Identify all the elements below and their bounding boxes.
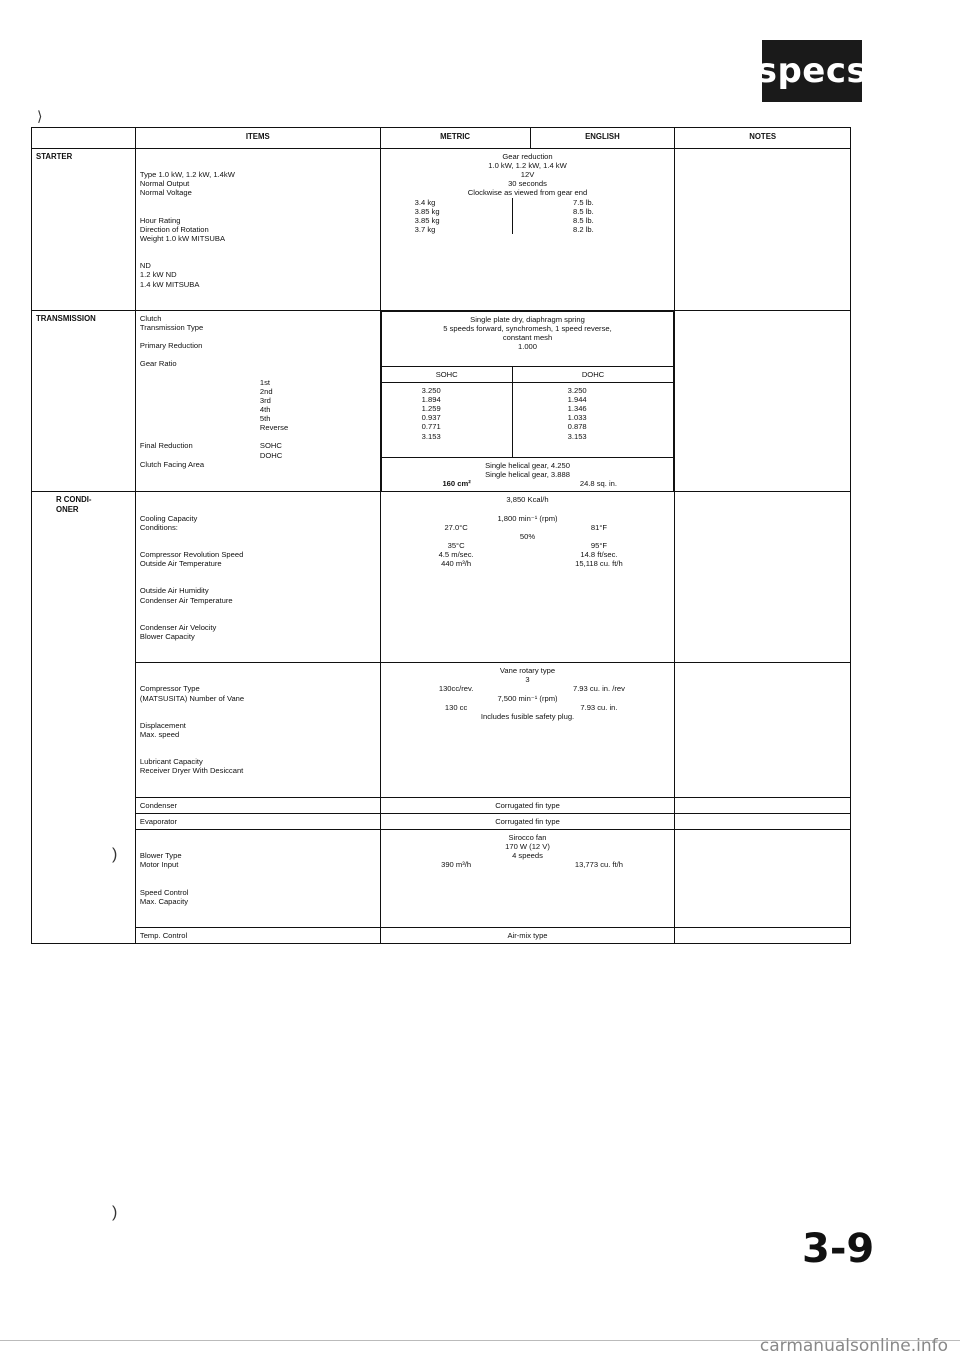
header-metric: METRIC (380, 128, 530, 149)
ac-blower-items: Blower Type Motor Input Speed Control Max. Capacity (135, 830, 380, 928)
transmission-values: Single plate dry, diaphragm spring 5 speeds forward, synchromesh, 1 speed reverse, constant mesh 1.000 SOHC DOHC 3.250 1.894 1.259 0.937 0.771 3.153 3.250 1.944 1.346 1.033 0.878 3.153 Single helical gear, 4.250 Single helical gear, 3.888 160 cm² 24.8 sq. in. (380, 310, 675, 491)
ac-blower-values: Sirocco fan 170 W (12 V) 4 speeds 390 m³/h 13,773 cu. ft/h (380, 830, 675, 928)
evaporator-value: Corrugated fin type (380, 813, 675, 829)
header-items: ITEMS (135, 128, 380, 149)
specs-badge: specs (762, 40, 862, 102)
ac-cooling-values: 3,850 Kcal/h 1,800 min⁻¹ (rpm) 27.0°C 81°F 50% 35°C 95°F 4.5 m/sec. 14.8 ft/sec. 440 m³/h 15,118 cu. ft/h (380, 492, 675, 663)
ac-condenser-row (32, 797, 851, 813)
transmission-section: TRANSMISSION (32, 310, 136, 491)
starter-section: STARTER (32, 149, 136, 311)
blower-notes (675, 830, 851, 928)
starter-items: Type 1.0 kW, 1.2 kW, 1.4kW Normal Output Normal Voltage Hour Rating Direction of Rotation Weight 1.0 kW MITSUBA ND 1.2 kW ND 1.4 kW MITSUBA (135, 149, 380, 311)
evaporator-notes (675, 813, 851, 829)
evaporator-label: Evaporator (135, 813, 380, 829)
margin-mark: ) (112, 846, 118, 863)
temp-control-value: Air-mix type (380, 928, 675, 944)
condenser-value: Corrugated fin type (380, 797, 675, 813)
ac-cooling-row (32, 492, 851, 663)
temp-control-label: Temp. Control (135, 928, 380, 944)
ac-compressor-items: Compressor Type (MATSUSITA) Number of Vane Displacement Max. speed Lubricant Capacity Receiver Dryer With Desiccant (135, 663, 380, 798)
ac-cooling-notes (675, 492, 851, 663)
ac-temp-row (32, 928, 851, 944)
transmission-notes (675, 310, 851, 491)
ac-compressor-values: Vane rotary type 3 130cc/rev. 7.93 cu. in. /rev 7,500 min⁻¹ (rpm) 130 cc 7.93 cu. in. Includes fusible safety plug. (380, 663, 675, 798)
page-number: 3-9 (802, 1226, 875, 1272)
starter-values: Gear reduction 1.0 kW, 1.2 kW, 1.4 kW 12V 30 seconds Clockwise as viewed from gear end 3.4 kg 3.85 kg 3.85 kg 3.7 kg 7.5 lb. 8.5 lb. 8.5 lb. 8.2 lb. (380, 149, 675, 311)
transmission-row (32, 310, 851, 491)
ac-evaporator-row (32, 813, 851, 829)
header-blank (32, 128, 136, 149)
condenser-notes (675, 797, 851, 813)
condenser-label: Condenser (135, 797, 380, 813)
header-english: ENGLISH (530, 128, 675, 149)
ac-cooling-items: Cooling Capacity Conditions: Compressor Revolution Speed Outside Air Temperature Outside Air Humidity Condenser Air Temperature Condenser Air Velocity Blower Capacity (135, 492, 380, 663)
header-row (32, 128, 851, 149)
ac-blower-row (32, 830, 851, 928)
transmission-items: Clutch Transmission Type Primary Reduction Gear Ratio 1st 2nd 3rd 4th 5th Reverse Final Reduction SOHC DOHC Clutch Facing Area (135, 310, 380, 491)
watermark: carmanualsonline.info (759, 1336, 948, 1356)
ac-compressor-notes (675, 663, 851, 798)
temp-control-notes (675, 928, 851, 944)
starter-row (32, 149, 851, 311)
margin-mark: ) (112, 1204, 118, 1221)
starter-notes (675, 149, 851, 311)
ac-compressor-row (32, 663, 851, 798)
header-notes: NOTES (675, 128, 851, 149)
ac-section: R CONDI- ONER (32, 492, 136, 944)
specs-table (31, 127, 851, 944)
margin-mark: ⟩ (37, 108, 43, 124)
